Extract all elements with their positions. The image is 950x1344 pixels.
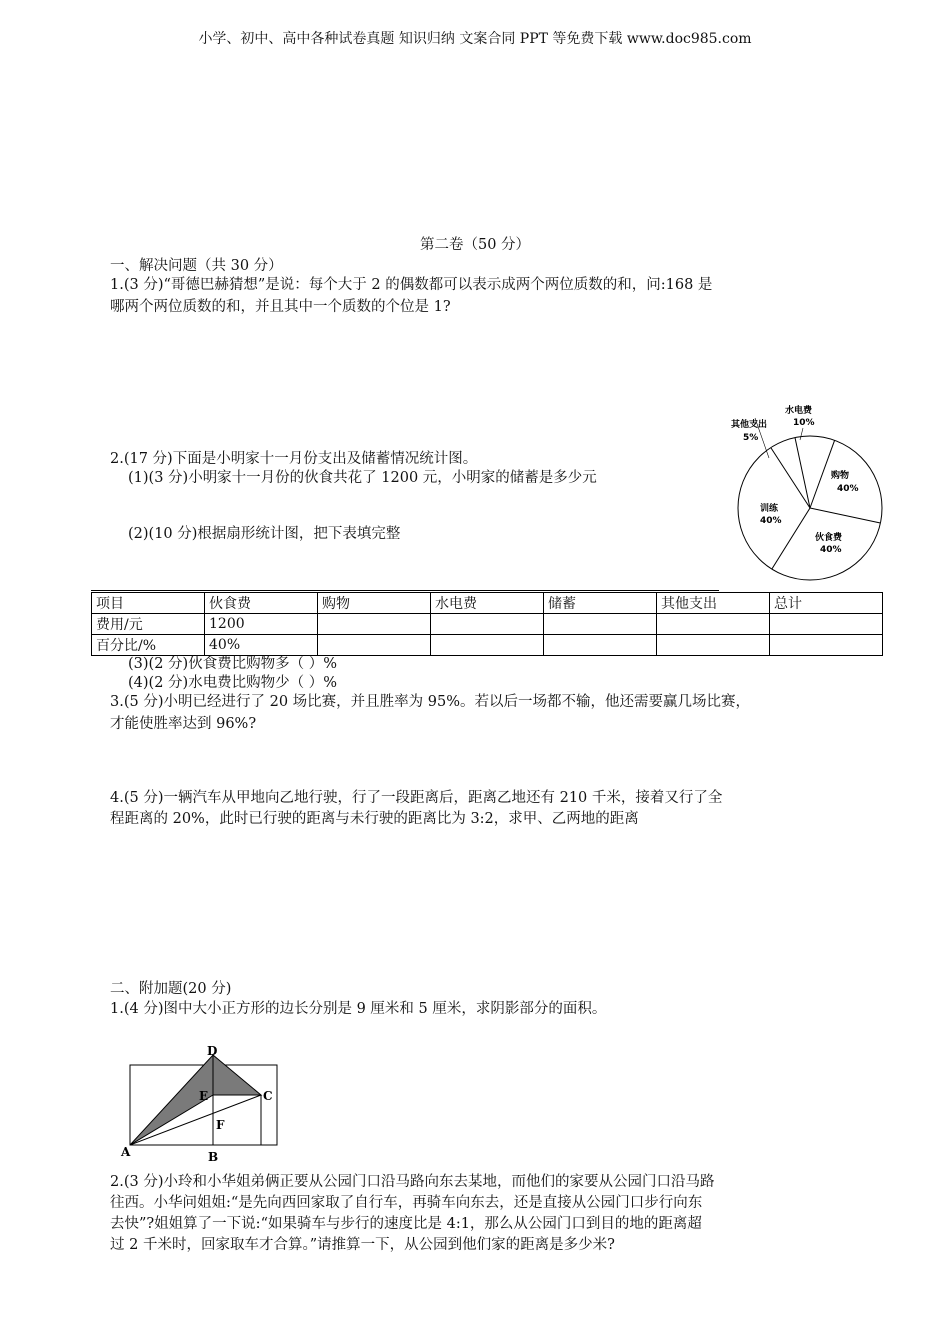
table-cell: 费用/元 <box>92 614 205 635</box>
table-header-cell: 伙食费 <box>205 593 318 614</box>
table-header-cell: 总计 <box>770 593 883 614</box>
table-cell <box>770 635 883 656</box>
q4-line1: 4.(5 分)一辆汽车从甲地向乙地行驶，行了一段距离后，距离乙地还有 210 千米，接着又行了全 <box>110 790 723 806</box>
q2-part4: (4)(2 分)水电费比购物少（ ）% <box>128 675 338 691</box>
pie-value-training: 40% <box>760 516 782 526</box>
table-header-cell: 储蓄 <box>544 593 657 614</box>
q2-part1: (1)(3 分)小明家十一月份的伙食共花了 1200 元，小明家的储蓄是多少元 <box>128 470 597 486</box>
pie-divider-other-water <box>795 438 810 508</box>
table-cell <box>657 635 770 656</box>
pie-value-food: 40% <box>820 545 842 555</box>
shaded-triangle-DCE <box>213 1055 261 1095</box>
table-header-cell: 项目 <box>92 593 205 614</box>
table-header-cell: 购物 <box>318 593 431 614</box>
s2-q1: 1.(4 分)图中大小正方形的边长分别是 9 厘米和 5 厘米，求阴影部分的面积。 <box>110 1001 607 1017</box>
label-E: E <box>199 1089 209 1103</box>
expense-table <box>91 592 883 656</box>
q3-line1: 3.(5 分)小明已经进行了 20 场比赛，并且胜率为 95%。若以后一场都不输，他还需要赢几场比赛， <box>110 694 750 710</box>
table-cell <box>544 635 657 656</box>
q2-intro: 2.(17 分)下面是小明家十一月份支出及储蓄情况统计图。 <box>110 451 478 467</box>
q4-line2: 程距离的 20%，此时已行驶的距离与未行驶的距离比为 3:2，求甲、乙两地的距离 <box>110 811 639 827</box>
page-header: 小学、初中、高中各种试卷真题 知识归纳 文案合同 PPT 等免费下载 www.doc985.com <box>198 31 752 47</box>
label-A: A <box>121 1145 131 1159</box>
q2-part2: (2)(10 分)根据扇形统计图，把下表填完整 <box>128 526 401 542</box>
pie-chart <box>725 398 895 594</box>
table-cell: 百分比/% <box>92 635 205 656</box>
table-cell <box>544 614 657 635</box>
s2-q2-line2: 往西。小华问姐姐:“是先向西回家取了自行车，再骑车向东去，还是直接从公园门口步行向东 <box>110 1195 703 1211</box>
q3-line2: 才能使胜率达到 96%? <box>110 716 257 732</box>
s2-q2-line3: 去快”?姐姐算了一下说:“如果骑车与步行的速度比是 4:1，那么从公园门口到目的地的距离超 <box>110 1216 702 1232</box>
q1-line2: 哪两个两位质数的和，并且其中一个质数的个位是 1? <box>110 299 451 315</box>
label-F: F <box>216 1118 225 1132</box>
squares-figure <box>115 1043 290 1168</box>
table-top-rule <box>91 590 719 591</box>
table-cell <box>657 614 770 635</box>
table-cell <box>318 614 431 635</box>
pie-label-water: 水电费 <box>785 406 813 416</box>
table-header-cell: 其他支出 <box>657 593 770 614</box>
q1-line1: 1.(3 分)“哥德巴赫猜想”是说：每个大于 2 的偶数都可以表示成两个两位质数的和，问:168 是 <box>110 277 713 293</box>
pie-value-water: 10% <box>793 418 815 428</box>
table-cell: 40% <box>205 635 318 656</box>
pie-divider-other-training <box>771 448 810 508</box>
label-B: B <box>208 1150 219 1164</box>
table-header-cell: 水电费 <box>431 593 544 614</box>
label-D: D <box>207 1044 218 1058</box>
table-cell: 1200 <box>205 614 318 635</box>
section2-title: 二、附加题(20 分) <box>110 981 232 997</box>
s2-q2-line4: 过 2 千米时，回家取车才合算。”请推算一下，从公园到他们家的距离是多少米? <box>110 1237 615 1253</box>
table-cell <box>770 614 883 635</box>
q2-part3: (3)(2 分)伙食费比购物多（ ）% <box>128 656 338 672</box>
table-cell <box>431 635 544 656</box>
pie-leader-water <box>800 428 803 440</box>
pie-label-other: 其他支出 <box>731 420 768 430</box>
pie-value-shopping: 40% <box>837 484 859 494</box>
pie-value-other: 5% <box>743 433 759 443</box>
table-cell <box>431 614 544 635</box>
table-row <box>92 614 883 635</box>
volume-title: 第二卷（50 分） <box>419 237 531 253</box>
pie-divider-shopping-food <box>810 508 880 523</box>
table-header-row <box>92 593 883 614</box>
label-C: C <box>263 1089 273 1103</box>
pie-label-food: 伙食费 <box>815 533 843 543</box>
pie-label-training: 训练 <box>760 504 779 514</box>
pie-label-shopping: 购物 <box>831 471 850 481</box>
s2-q2-line1: 2.(3 分)小玲和小华姐弟俩正要从公园门口沿马路向东去某地，而他们的家要从公园门口沿马路 <box>110 1174 715 1190</box>
section1-title: 一、解决问题（共 30 分） <box>110 258 283 274</box>
